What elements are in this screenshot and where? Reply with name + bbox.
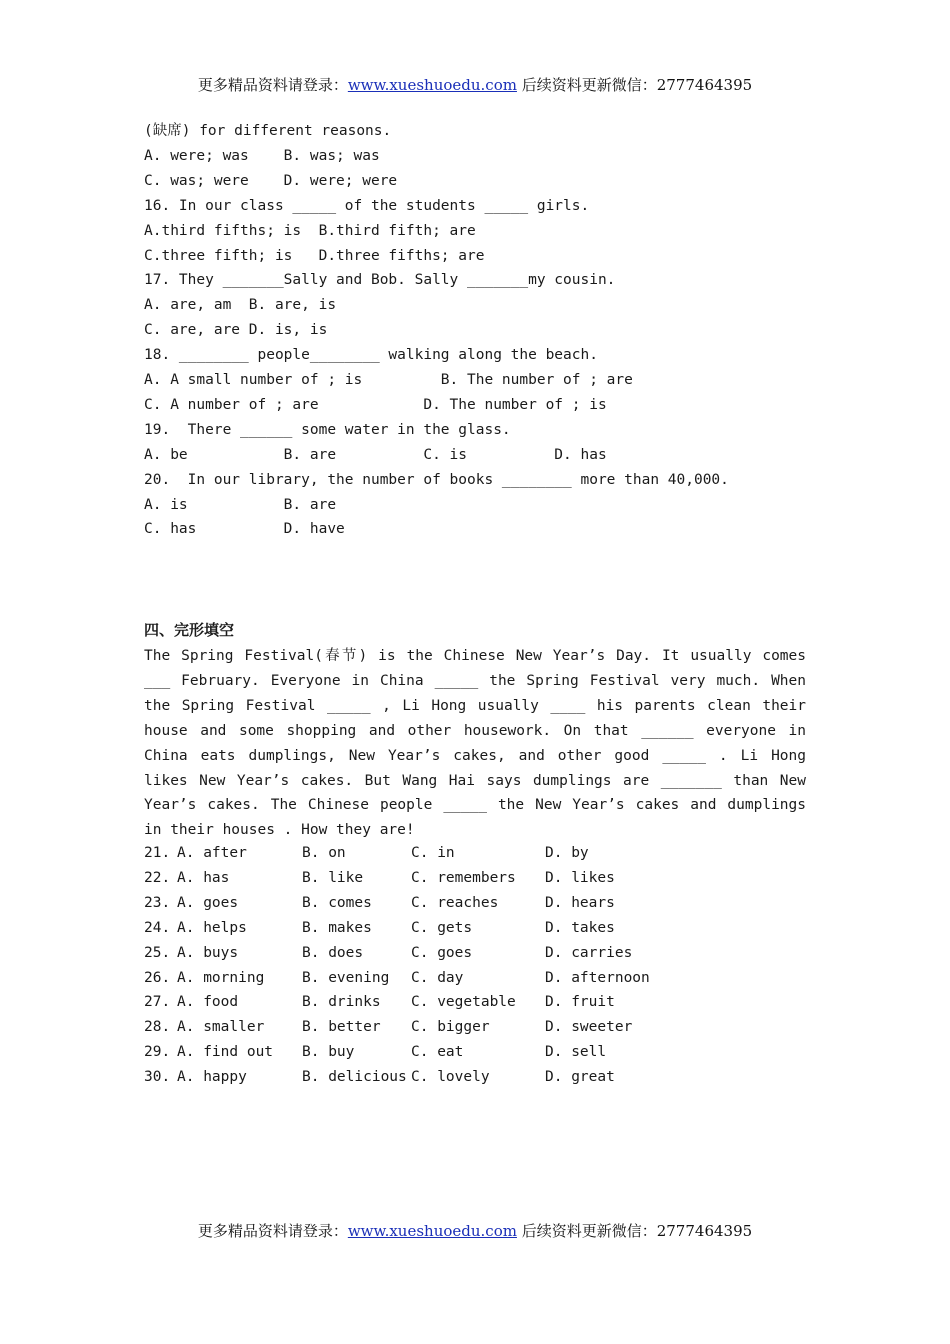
header-prefix: 更多精品资料请登录： <box>197 76 348 94</box>
option-choice: A. food <box>177 994 239 1011</box>
option-choice: D. hears <box>545 894 615 911</box>
option-choice: C. gets <box>411 919 473 936</box>
option-choice: C. reaches <box>411 894 499 911</box>
footer-link[interactable]: www.xueshuoedu.com <box>347 1222 517 1240</box>
option-choice: C. lovely <box>411 1069 490 1086</box>
option-choice: C. bigger <box>411 1019 490 1036</box>
option-number: 24. <box>144 919 171 936</box>
header-suffix: 后续资料更新微信：2777464395 <box>516 76 753 94</box>
option-choice: B. evening <box>302 969 390 986</box>
option-choice: C. goes <box>411 944 473 961</box>
question-line: C. has D. have <box>144 521 345 538</box>
option-choice: D. carries <box>545 944 633 961</box>
option-choice: C. remembers <box>411 869 516 886</box>
option-choice: A. has <box>177 869 230 886</box>
option-choice: A. buys <box>177 944 239 961</box>
option-choice: A. goes <box>177 894 239 911</box>
cloze-passage: The Spring Festival(春节) is the Chinese New Year’s Day. It usually comes ___ February. Everyone in China _____ the Spring Festival very much. When the Spring Festival _____ , Li Hong usually ____ his parents clean their house and some shopping and other housework. On that ______ everyone in China eats dumplings, New Year’s cakes, and other good _____ . Li Hong likes New Year’s cakes. But Wang Hai says dumplings are _______ than New Year’s cakes. The Chinese people _____ the New Year’s cakes and dumplings in their houses . How they are! <box>144 648 806 839</box>
question-line: C.three fifth; is D.three fifths; are <box>144 247 485 264</box>
option-choice: B. like <box>302 869 364 886</box>
question-line: 19. There ______ some water in the glass. <box>144 421 511 438</box>
option-choice: B. makes <box>302 919 372 936</box>
option-choice: B. buy <box>302 1044 355 1061</box>
option-choice: A. find out <box>177 1044 274 1061</box>
option-choice: D. takes <box>545 919 615 936</box>
option-choice: B. does <box>302 944 364 961</box>
question-line: A. are, am B. are, is <box>144 297 337 314</box>
option-number: 26. <box>144 969 171 986</box>
option-choice: D. fruit <box>545 994 615 1011</box>
question-line: C. A number of ; are D. The number of ; is <box>144 396 607 413</box>
question-line: 17. They _______Sally and Bob. Sally _______my cousin. <box>144 272 616 289</box>
option-choice: A. morning <box>177 969 265 986</box>
option-number: 21. <box>144 845 171 861</box>
option-choice: D. sweeter <box>545 1019 633 1036</box>
option-number: 25. <box>144 944 171 961</box>
option-number: 29. <box>144 1044 171 1061</box>
option-choice: C. day <box>411 969 464 986</box>
option-number: 22. <box>144 869 171 886</box>
option-choice: B. on <box>302 845 346 861</box>
option-number: 30. <box>144 1069 171 1086</box>
question-line: 16. In our class _____ of the students _____ girls. <box>144 197 590 214</box>
question-line: A. is B. are <box>144 496 337 513</box>
option-choice: B. better <box>302 1019 381 1036</box>
option-choice: D. likes <box>545 869 615 886</box>
option-choice: B. drinks <box>302 994 381 1011</box>
question-line: 20. In our library, the number of books ________ more than 40,000. <box>144 471 729 488</box>
option-choice: D. afternoon <box>545 969 650 986</box>
option-choice: A. happy <box>177 1069 247 1086</box>
question-line: C. are, are D. is, is <box>144 322 328 339</box>
question-line: (缺席) for different reasons. <box>144 123 392 139</box>
option-choice: A. after <box>177 845 247 861</box>
page-footer <box>0 1220 950 1241</box>
question-line: A.third fifths; is B.third fifth; are <box>144 222 476 239</box>
page-header <box>0 74 950 95</box>
option-choice: D. by <box>545 845 589 861</box>
option-choice: D. sell <box>545 1044 607 1061</box>
question-line: A. A small number of ; is B. The number of ; are <box>144 372 633 388</box>
header-link[interactable]: www.xueshuoedu.com <box>347 76 517 94</box>
option-choice: C. eat <box>411 1044 464 1061</box>
option-number: 28. <box>144 1019 171 1036</box>
option-choice: B. comes <box>302 894 372 911</box>
question-line: 18. ________ people________ walking along the beach. <box>144 347 598 364</box>
option-choice: D. great <box>545 1069 615 1086</box>
option-choice: C. vegetable <box>411 994 516 1011</box>
option-number: 23. <box>144 894 171 911</box>
option-choice: A. helps <box>177 919 247 936</box>
option-choice: B. delicious <box>302 1069 407 1086</box>
option-choice: C. in <box>411 845 455 861</box>
question-line: A. be B. are C. is D. has <box>144 446 607 463</box>
question-line: A. were; was B. was; was <box>144 147 380 164</box>
footer-prefix: 更多精品资料请登录： <box>197 1222 348 1240</box>
option-choice: A. smaller <box>177 1019 265 1036</box>
footer-suffix: 后续资料更新微信：2777464395 <box>516 1222 753 1240</box>
question-line: C. was; were D. were; were <box>144 172 398 189</box>
section-title: 四、完形填空 <box>144 621 235 639</box>
option-number: 27. <box>144 994 171 1011</box>
